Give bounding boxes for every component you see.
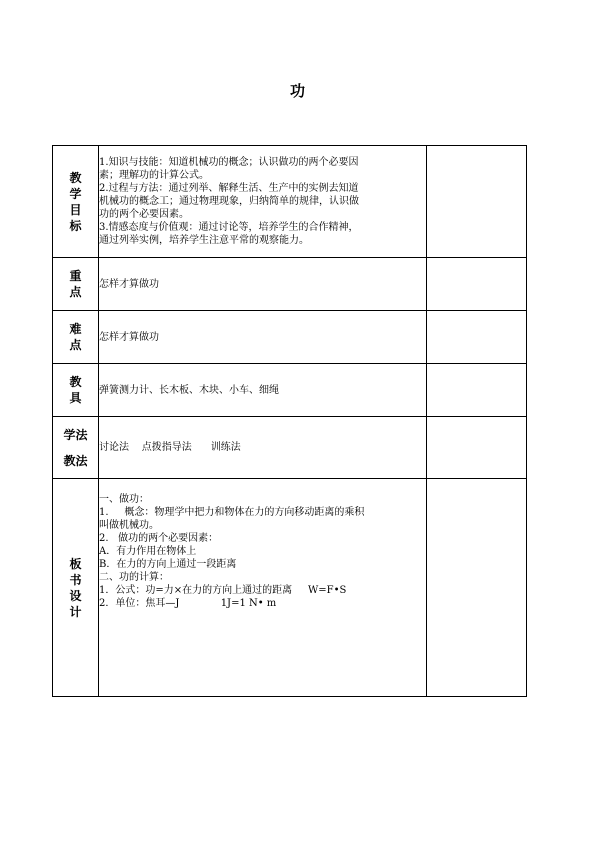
notes-objectives xyxy=(427,146,527,258)
content-objectives: 1.知识与技能：知道机械功的概念；认识做功的两个必要因 素；理解功的计算公式。 2.过程与方法：通过列举、解释生活、生产中的实例去知道 机械功的概念工；通过物理现象，归纳简单的规律，认识做 功的两个必要因素。 3.情感态度与价值观：通过讨论等，培养学生的合作精神， 通过列举实例，培养学生注意平常的观察能力。 xyxy=(99,146,427,258)
lesson-plan-table xyxy=(52,145,527,697)
row-teaching-aids xyxy=(53,364,527,417)
row-methods xyxy=(53,417,527,479)
content-difficulty: 怎样才算做功 xyxy=(99,311,427,364)
row-board-design xyxy=(53,479,527,697)
label-methods: 学法 教法 xyxy=(53,417,99,479)
notes-board-design xyxy=(427,479,527,697)
content-methods: 讨论法 点拨指导法 训练法 xyxy=(99,417,427,479)
label-teaching-aids: 教 具 xyxy=(53,364,99,417)
content-teaching-aids: 弹簧测力计、长木板、木块、小车、细绳 xyxy=(99,364,427,417)
notes-difficulty xyxy=(427,311,527,364)
content-key-point: 怎样才算做功 xyxy=(99,258,427,311)
label-objectives: 教 学 目 标 xyxy=(53,146,99,258)
notes-teaching-aids xyxy=(427,364,527,417)
row-key-point xyxy=(53,258,527,311)
content-board-design: 一、做功： 1. 概念：物理学中把力和物体在力的方向移动距离的乘积 叫做机械功。 2. 做功的两个必要因素： A．有力作用在物体上 B．在力的方向上通过一段距离 二、功的计算： 1．公式：功=力×在力的方向上通过的距离 W=F•S 2．单位：焦耳—J 1J=1 N• m xyxy=(99,479,427,697)
page-title: 功 xyxy=(289,82,305,100)
row-objectives xyxy=(53,146,527,258)
row-difficulty xyxy=(53,311,527,364)
notes-key-point xyxy=(427,258,527,311)
notes-methods xyxy=(427,417,527,479)
label-difficulty: 难 点 xyxy=(53,311,99,364)
label-key-point: 重 点 xyxy=(53,258,99,311)
label-board-design: 板 书 设 计 xyxy=(53,479,99,697)
